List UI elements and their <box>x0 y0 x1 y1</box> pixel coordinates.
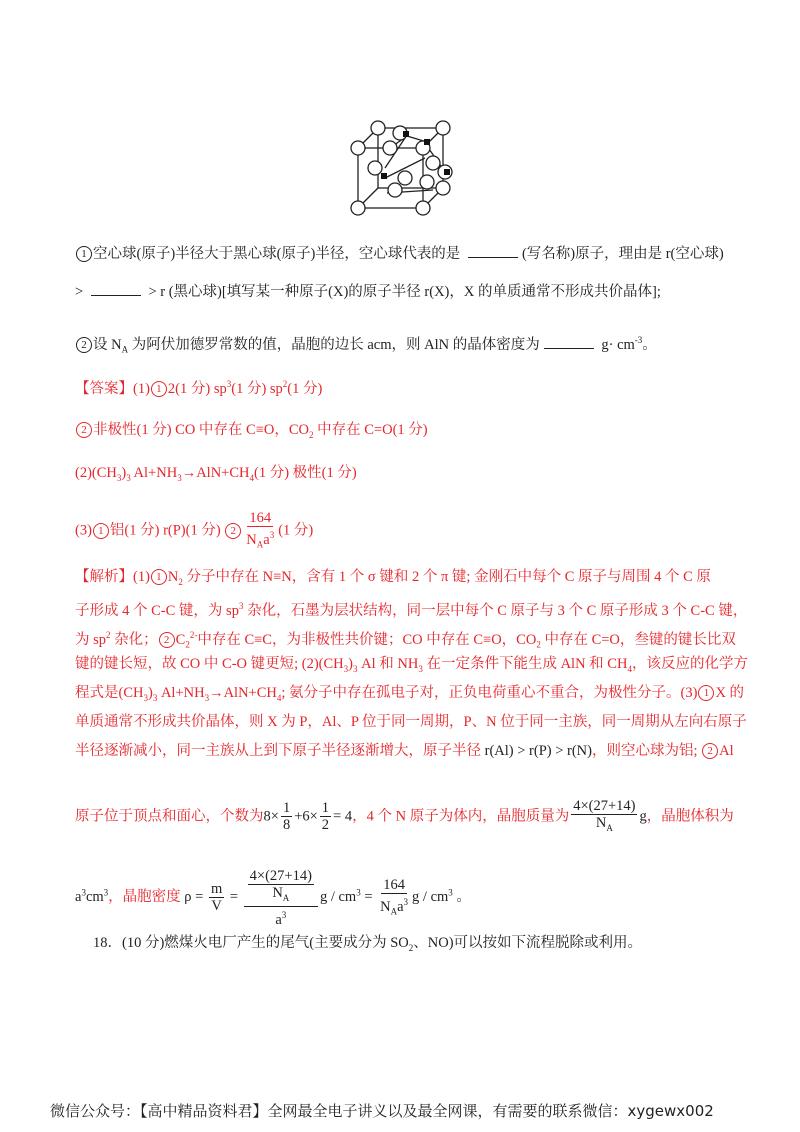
text-line <box>75 596 747 621</box>
circled-number: 2 <box>76 337 92 353</box>
subscript: 3 <box>418 663 423 674</box>
text-segment: 【解析】(1) <box>75 569 150 585</box>
superscript: 3 <box>238 601 244 611</box>
math-superscript: 3 <box>448 887 453 898</box>
fraction-numerator <box>281 800 292 817</box>
text-line <box>75 567 711 592</box>
text-segment: ，4 个 N 原子为体内，晶胞质量为 <box>352 808 570 825</box>
text-segment: →AlN+CH <box>181 465 250 481</box>
subscript: A <box>121 344 129 355</box>
math-text: r(Al) > r(P) > r(N) <box>484 743 592 759</box>
text-segment: 2(1 分) sp <box>167 380 227 397</box>
fraction <box>209 881 224 914</box>
text-segment: 铝(1 分) r(P)(1 分) <box>109 522 225 539</box>
text-line <box>75 330 657 360</box>
text-segment: ，则空心球为铝; <box>591 743 702 759</box>
text-line <box>75 510 313 553</box>
math-subscript: A <box>606 822 613 833</box>
text-segment: 杂化，石墨为层状结构，同一层中每个 C 原子与 3 个 C 原子形成 3 个 C-C 键， <box>243 602 748 619</box>
circled-number: 1 <box>151 381 167 397</box>
circled-number: 2 <box>76 422 92 438</box>
math-text: a <box>75 889 82 906</box>
answer-blank <box>468 243 518 258</box>
fraction-numerator <box>244 868 318 907</box>
math-text: 。 <box>452 889 471 906</box>
text-segment: 键的键长短，故 CO 中 C-O 键更短; (2)(CH <box>75 656 344 672</box>
math-text: 4×(27+14) <box>249 868 312 884</box>
math-superscript: 3 <box>281 909 287 920</box>
text-segment: 子形成 4 个 C-C 键，为 sp <box>75 602 239 619</box>
text-segment: Al 和 NH <box>357 656 419 672</box>
math-superscript: 3 <box>81 887 86 898</box>
fraction-denominator <box>320 817 331 833</box>
text-line <box>75 625 736 655</box>
superscript: 2 <box>282 379 288 389</box>
math-text: 164 <box>383 876 405 893</box>
fraction-numerator <box>381 877 407 894</box>
subscript: 3 <box>353 663 358 674</box>
fraction-numerator <box>248 868 314 885</box>
math-text: a <box>275 911 282 928</box>
subscript: 3 <box>152 692 158 703</box>
subscript: 2 <box>408 942 414 953</box>
fraction-numerator <box>571 798 637 815</box>
text-segment: a <box>263 531 270 548</box>
footer-watermark-text: 微信公众号：【高中精品资料君】全网最全电子讲义以及最全网课，有需要的联系微信：xygewx002 <box>50 1102 714 1120</box>
text-line <box>75 374 322 399</box>
subscript: 3 <box>204 692 210 703</box>
text-segment: (1 分) 极性(1 分) <box>253 465 357 481</box>
fraction <box>281 800 292 833</box>
math-text: g / cm <box>319 889 357 906</box>
text-segment: (1 分) sp <box>231 380 283 397</box>
text-segment: ) <box>348 656 353 672</box>
text-segment: 18．(10 分)燃煤火电厂产生的尾气(主要成分为 SO <box>93 935 409 951</box>
subscript: 4 <box>249 472 254 483</box>
fraction-numerator <box>247 510 273 527</box>
math-text: = <box>360 889 377 906</box>
subscript: 2 <box>536 639 541 650</box>
text-segment: ，晶胞体积为 <box>646 808 734 825</box>
math-superscript: 3 <box>356 887 361 898</box>
text-segment: (写名称)原子，理由是 r(空心球) <box>521 246 724 262</box>
math-text: 8× <box>263 808 279 825</box>
math-text: g <box>639 808 647 825</box>
text-segment: 半径逐渐减小，同一主族从上到下原子半径逐渐增大，原子半径 <box>75 743 485 759</box>
text-line <box>75 654 748 679</box>
fraction-denominator <box>594 815 615 836</box>
subscript: 2 <box>185 639 190 650</box>
text-segment: 中存在 C=O(1 分) <box>313 422 428 438</box>
fraction-numerator <box>320 800 331 817</box>
text-segment: ，该反应的化学方 <box>631 656 748 672</box>
circled-number: 2 <box>702 743 718 759</box>
math-text: m <box>210 881 223 898</box>
text-segment: 杂化； <box>110 631 158 648</box>
math-text: ρ = <box>184 889 207 906</box>
text-segment: ，晶胞密度 <box>108 889 185 906</box>
circled-number: 1 <box>151 569 167 585</box>
text-segment: N <box>167 569 179 585</box>
math-text: g / cm <box>412 889 449 906</box>
text-segment: 。 <box>642 336 657 353</box>
text-segment: ) <box>121 465 127 481</box>
text-segment: Al <box>719 743 734 759</box>
math-text: 1 <box>282 800 291 817</box>
superscript: 3 <box>226 379 232 389</box>
fraction <box>571 798 637 836</box>
text-segment: 空心球(原子)半径大于黑心球(原子)半径，空心球代表的是 <box>93 246 464 262</box>
math-text: +6× <box>294 808 318 825</box>
text-segment: > <box>75 284 87 300</box>
text-segment: > r (黑心球)[填写某一种原子(X)的原子半径 r(X)，X 的单质通常不形成共价晶体]; <box>144 284 661 300</box>
text-segment: Al+NH <box>157 685 205 701</box>
math-superscript: 3 <box>403 896 409 907</box>
fraction-denominator <box>270 885 291 906</box>
subscript: 3 <box>177 472 182 483</box>
math-text: a <box>397 898 404 915</box>
text-segment: 为 sp <box>75 631 107 648</box>
math-superscript: 3 <box>103 887 109 898</box>
text-segment: ; 氨分子中存在孤电子对，正负电荷重心不重合，为极性分子。(3) <box>281 685 698 701</box>
circled-number: 1 <box>698 685 714 701</box>
text-segment: 中存在 C=O，叁键的键长比双 <box>540 631 736 648</box>
text-segment: 非极性(1 分) CO 中存在 C≡O，CO <box>93 422 310 438</box>
crystal-structure-figure <box>345 118 460 223</box>
math-subscript: A <box>282 892 290 903</box>
text-line <box>93 933 642 958</box>
text-segment: 单质通常不形成共价晶体，则 X 为 P，Al、P 位于同一周期，P、N 位于同一主族，同一周期从左向右原子 <box>75 714 747 730</box>
crystal-cell-diagram-icon <box>345 118 460 218</box>
text-line <box>75 712 747 732</box>
text-segment: 164 <box>249 510 272 526</box>
subscript: 3 <box>343 663 349 674</box>
text-segment: 原子位于顶点和面心，个数为 <box>75 808 264 825</box>
circled-number: 1 <box>76 246 92 262</box>
subscript: A <box>256 539 264 550</box>
math-text: = <box>226 889 242 906</box>
text-line <box>75 683 744 708</box>
subscript: 2 <box>178 576 183 587</box>
fraction-denominator <box>281 817 292 833</box>
text-line <box>75 868 471 928</box>
text-segment: 中存在 C≡C，为非极性共价键；CO 中存在 C≡O，CO <box>197 631 537 648</box>
text-segment: 为阿伏加德罗常数的值，晶胞的边长 acm，则 AlN 的晶体密度为 <box>128 336 540 353</box>
text-segment: Al+NH <box>130 465 178 481</box>
text-line <box>75 463 357 488</box>
fraction-denominator <box>209 898 223 914</box>
fraction <box>244 868 318 928</box>
text-segment: (1 分) <box>287 380 323 397</box>
text-segment: (3) <box>75 522 92 539</box>
text-segment: →AlN+CH <box>209 685 277 701</box>
text-segment: X 的 <box>715 685 745 701</box>
subscript: 2 <box>309 429 314 440</box>
circled-number: 2 <box>225 523 241 539</box>
text-line <box>75 243 724 264</box>
text-segment: 设 N <box>93 336 122 353</box>
math-text: 2 <box>321 817 330 834</box>
math-text: 1 <box>321 800 330 817</box>
subscript: 4 <box>627 663 632 674</box>
math-text: N <box>380 898 391 915</box>
circled-number: 1 <box>93 523 109 539</box>
text-segment: C <box>175 631 186 648</box>
math-text: V <box>211 898 222 915</box>
text-line <box>75 420 428 445</box>
fraction <box>378 877 410 920</box>
superscript: 2 <box>106 630 111 640</box>
math-text: N <box>595 815 607 831</box>
text-segment: 、NO)可以按如下流程脱除或利用。 <box>413 935 643 951</box>
subscript: 3 <box>143 692 148 703</box>
text-segment: g· cm <box>597 336 635 353</box>
subscript: 3 <box>116 472 122 483</box>
math-text: = 4 <box>333 808 353 825</box>
subscript: 4 <box>276 692 282 703</box>
text-line <box>75 281 661 302</box>
fraction-denominator <box>244 527 276 553</box>
text-line <box>75 798 734 836</box>
text-segment: N <box>246 531 257 548</box>
math-text: cm <box>85 889 104 906</box>
text-segment: 【答案】(1) <box>75 380 150 397</box>
superscript: 2- <box>189 630 198 640</box>
answer-blank <box>91 281 141 296</box>
fraction <box>244 510 276 553</box>
math-text: N <box>272 885 283 901</box>
text-segment: 在一定条件下能生成 AlN 和 CH <box>422 656 628 672</box>
math-text: 8 <box>282 817 291 834</box>
text-line <box>75 741 734 761</box>
circled-number: 2 <box>159 632 175 648</box>
math-subscript: A <box>390 906 398 917</box>
text-segment: 分子中存在 N≡N，含有 1 个 σ 键和 2 个 π 键; 金刚石中每个 C 原子与周围 4 个 C 原 <box>182 569 711 585</box>
fraction-denominator <box>273 907 288 928</box>
text-segment: 程式是(CH <box>75 685 144 701</box>
fraction-numerator <box>209 881 224 898</box>
superscript: 3 <box>269 530 275 540</box>
text-segment: (2)(CH <box>75 465 117 481</box>
fraction <box>320 800 331 833</box>
superscript: -3 <box>634 335 643 345</box>
fraction-denominator <box>378 894 410 920</box>
text-segment: ) <box>147 685 153 701</box>
text-segment: (1 分) <box>278 522 314 539</box>
fraction <box>248 868 314 906</box>
subscript: 3 <box>126 472 131 483</box>
math-text: 4×(27+14) <box>573 798 636 814</box>
answer-blank <box>544 334 594 349</box>
